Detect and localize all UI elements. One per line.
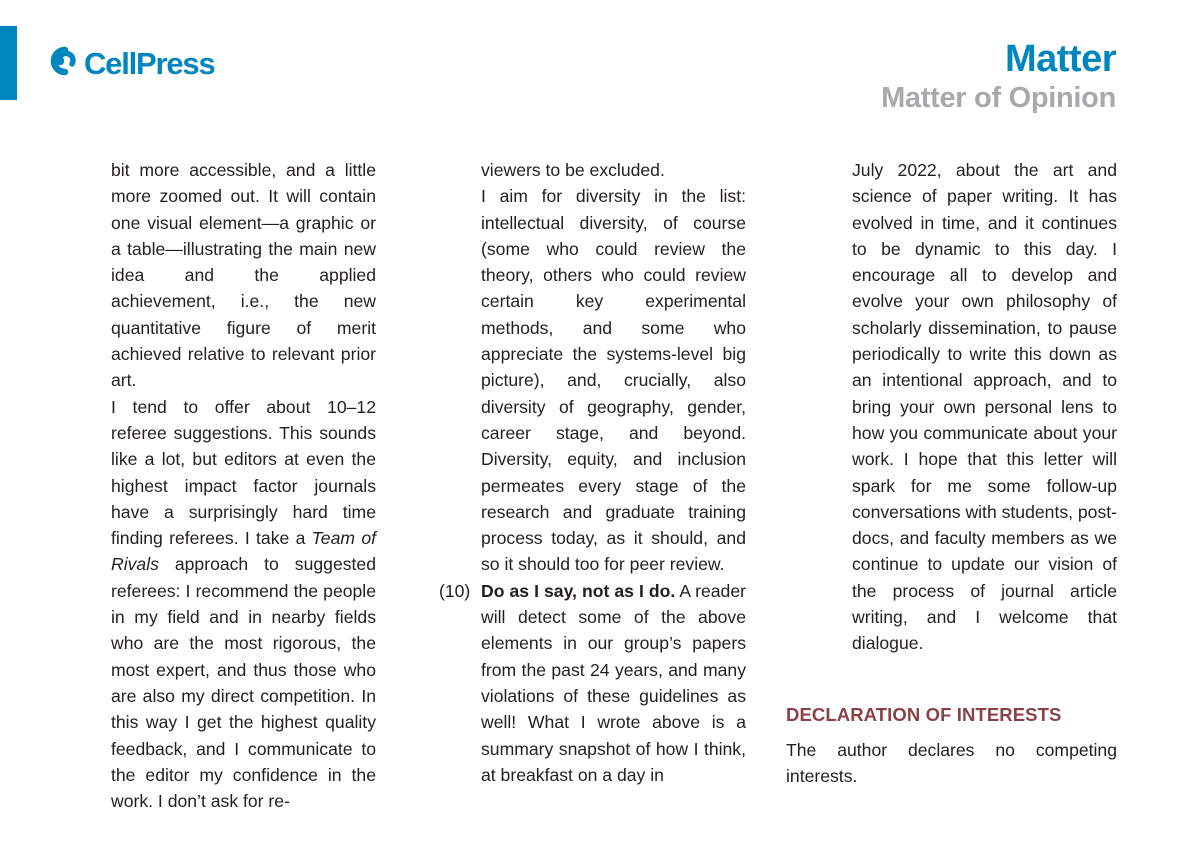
journal-header (881, 40, 1116, 113)
text-column-1 (111, 157, 376, 814)
cellpress-c-icon (45, 44, 84, 83)
column3-paragraph-1: July 2022, about the art and science of paper writing. It has evolved in time, and it continues to be dynamic to this day. I encourage all to develop and evolve your own philosophy of scholarly dissemination, to pause periodically to write this down as an intentional approach, and to bring your own personal lens to how you communicate about your work. I hope that this letter will spark for me some follow-up conversations with students, post-docs, and faculty members as we continue to update our vision of the process of journal article writing, and I welcome that dialogue. (852, 160, 1118, 654)
item-lead-heading: Do as I say, not as I do. (481, 580, 676, 601)
publisher-logo-text: CellPress (84, 46, 215, 81)
column2-paragraph-1: viewers to be excluded. (481, 160, 665, 180)
declaration-heading: DECLARATION OF INTERESTS (786, 704, 1062, 725)
text-column-3 (852, 157, 1117, 657)
column1-paragraph-1: bit more accessible, and a little more zoomed out. It will contain one visual element—a graphic or a table—illustrating the main new idea and the applied achievement, i.e., the new quantitative figure of merit achieved relative to relevant prior art. (111, 160, 376, 391)
declaration-text: The author declares no competing interests. (786, 740, 1117, 787)
column1-paragraph-2 (111, 394, 376, 815)
text-column-2 (439, 157, 746, 788)
cellpress-logo[interactable] (45, 44, 215, 83)
column1-paragraph-2-start: I tend to offer about 10–12 referee suggestions. This sounds like a lot, but editors at even the highest impact factor journals have a surprisingly hard time finding referees. I take a (111, 396, 376, 549)
numbered-item-10 (439, 578, 746, 788)
item-number: (10) (439, 580, 471, 601)
team-of-rivals-emphasis: Team of Rivals (111, 528, 376, 575)
section-name: Matter of Opinion (881, 82, 1116, 114)
declaration-of-interests (786, 702, 1117, 790)
item-body: A reader will detect some of the above elements in our group’s papers from the past 24 years, and many violations of these guidelines as well! What I wrote above is a summary snapshot of how I think, at breakfast on a day in (481, 580, 746, 785)
column2-paragraph-2: I aim for diversity in the list: intellectual diversity, of course (some who could review the theory, others who could review certain key experimental methods, and some who appreciate the systems-level big picture), and, crucially, also diversity of geography, gender, career stage, and beyond. Diversity, equity, and inclusion permeates every stage of the research and graduate training process today, as it should, and so it should too for peer review. (481, 186, 746, 575)
header-accent-bar (0, 26, 17, 100)
journal-name: Matter (1004, 38, 1116, 80)
column1-paragraph-2-end: approach to suggested referees: I recommend the people in my field and in nearby fields who are the most rigorous, the most expert, and thus those who are also my direct competition. In this way I get the highest quality feedback, and I communicate to the editor my confidence in the work. I don’t ask for re- (111, 554, 376, 812)
